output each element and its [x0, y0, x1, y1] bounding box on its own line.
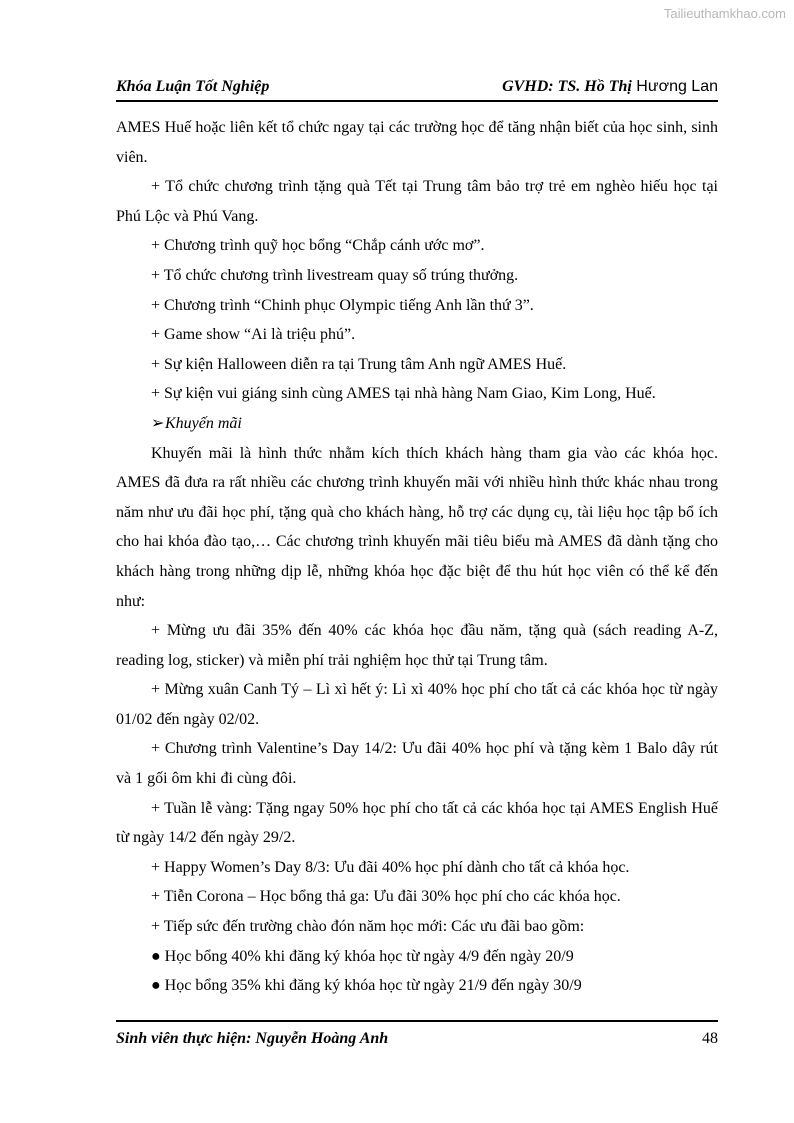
page-header: [116, 78, 718, 102]
list-item: + Tiễn Corona – Học bổng thả ga: Ưu đãi 30% học phí cho các khóa học.: [151, 888, 621, 906]
list-item: + Mừng ưu đãi 35% đến 40% các khóa học đầu năm, tặng quà (sách reading A-Z, reading log, sticker) và miễn phí trải nghiệm học thử tại Trung tâm.: [116, 622, 718, 669]
footer-student: Sinh viên thực hiện: Nguyễn Hoàng Anh: [116, 1030, 389, 1047]
list-item: + Sự kiện vui giáng sinh cùng AMES tại nhà hàng Nam Giao, Kim Long, Huế.: [151, 385, 656, 403]
list-item: + Chương trình quỹ học bổng “Chắp cánh ước mơ”.: [151, 237, 485, 255]
list-item: + Tiếp sức đến trường chào đón năm học mới: Các ưu đãi bao gồm:: [151, 918, 585, 936]
section-subheading: [116, 409, 718, 439]
paragraph: Khuyến mãi là hình thức nhằm kích thích khách hàng tham gia vào các khóa học. AMES đã đưa ra rất nhiều các chương trình khuyến mãi với nhiều hình thức khác nhau trong năm như ưu đãi học phí, tặng quà cho khách hàng, hỗ trợ các dụng cụ, tài liệu học tập bổ ích cho hai khóa đào tạo,… Các chương trình khuyến mãi tiêu biểu mà AMES đã dành tặng cho khách hàng trong những dịp lễ, những khóa học đặc biệt để thu hút học viên có thể kể đến như:: [116, 444, 718, 610]
list-item: + Tuần lễ vàng: Tặng ngay 50% học phí cho tất cả các khóa học tại AMES English Huế từ ngày 14/2 đến ngày 29/2.: [116, 799, 718, 847]
arrow-bullet-icon: ➢: [151, 414, 165, 432]
list-item: + Tổ chức chương trình livestream quay số trúng thưởng.: [151, 266, 519, 284]
page-body: [116, 113, 718, 1001]
list-item: + Tổ chức chương trình tặng quà Tết tại Trung tâm bảo trợ trẻ em nghèo hiếu học tại Phú Lộc và Phú Vang.: [116, 178, 718, 225]
list-item: + Chương trình “Chinh phục Olympic tiếng Anh lần thứ 3”.: [151, 296, 534, 314]
paragraph: AMES Huế hoặc liên kết tổ chức ngay tại các trường học để tăng nhận biết của học sinh, sinh viên.: [116, 119, 718, 166]
list-item: + Mừng xuân Canh Tý – Lì xì hết ý: Lì xì 40% học phí cho tất cả các khóa học từ ngày 01/02 đến ngày 02/02.: [116, 681, 718, 728]
bullet-item: ● Học bổng 35% khi đăng ký khóa học từ ngày 21/9 đến ngày 30/9: [151, 977, 582, 995]
subheading-text: Khuyến mãi: [165, 414, 242, 432]
list-item: + Sự kiện Halloween diễn ra tại Trung tâm Anh ngữ AMES Huế.: [151, 355, 567, 373]
header-advisor-bold: GVHD: TS. Hồ Thị: [502, 78, 632, 95]
list-item: + Chương trình Valentine’s Day 14/2: Ưu đãi 40% học phí và tặng kèm 1 Balo dây rút và 1 gối ôm khi đi cùng đôi.: [116, 740, 718, 788]
header-advisor: [502, 78, 718, 96]
header-thesis-title: Khóa Luận Tốt Nghiệp: [116, 78, 270, 95]
list-item: + Happy Women’s Day 8/3: Ưu đãi 40% học phí dành cho tất cả khóa học.: [151, 858, 630, 876]
page-footer: [116, 1020, 718, 1048]
header-advisor-name: Hương Lan: [631, 78, 718, 95]
page-number: 48: [702, 1030, 718, 1047]
list-item: + Game show “Ai là triệu phú”.: [151, 326, 356, 344]
bullet-item: ● Học bổng 40% khi đăng ký khóa học từ ngày 4/9 đến ngày 20/9: [151, 947, 574, 965]
watermark: Tailieuthamkhao.com: [663, 6, 786, 21]
